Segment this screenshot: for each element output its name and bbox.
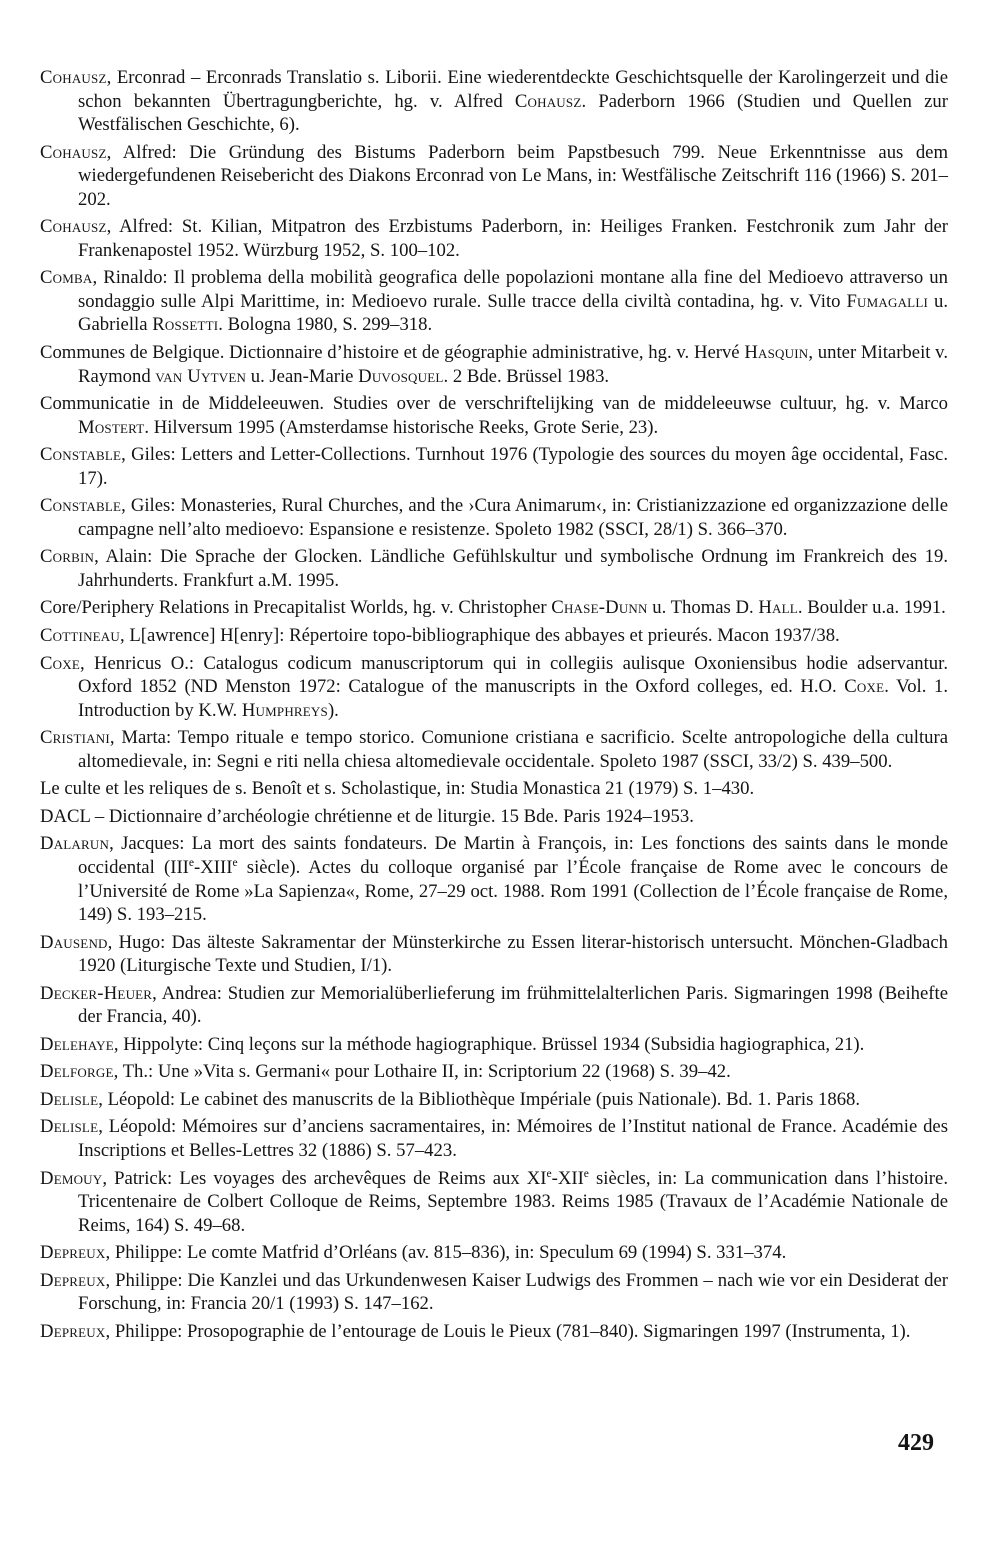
entry-text: , Andrea: Studien zur Memorialüberlieferung im frühmittelalterlichen Paris. Sigmaringen 1998 (Beihefte der Francia, 40). [78,982,948,1028]
entry-text: , Marta: Tempo rituale e tempo storico. Comunione cristiana e sacrificio. Scelte antropologiche della cultura altomedievale, in: Segni e riti nella chiesa altomedievale occidentale. Spoleto 1987 (SSCI, 33/2) S. 439–500. [78,727,948,772]
entry-text: , Philippe: Die Kanzlei und das Urkundenwesen Kaiser Ludwigs des Frommen – nach wie vor ein Desiderat der Forschung, in: Francia 20/1 (1993) S. 147–162. [78,1269,948,1315]
author-name: Coxe [40,652,80,674]
entry-text: . Vol. 1. Introduction by K.W. [78,676,948,721]
entry-text: u. Gabriella [78,290,948,336]
author-name: Hall [758,597,798,619]
author-name: Delehaye [40,1033,114,1055]
bibliography-entry [40,726,948,773]
author-name: Fumagalli [846,290,928,312]
bibliography-entry [40,805,948,829]
entry-text: , Léopold: Mémoires sur d’anciens sacramentaires, in: Mémoires de l’Institut national de France. Académie des Inscriptions et Belles-Lettres 32 (1886) S. 57–423. [78,1116,948,1161]
bibliography-entry [40,1269,948,1316]
author-name: Chase-Dunn [551,597,648,619]
entry-text: , Léopold: Le cabinet des manuscrits de la Bibliothèque Impériale (puis Nationale). Bd. 1. Paris 1868. [98,1088,861,1110]
superscript: e [232,855,238,869]
superscript: e [546,1166,552,1180]
entry-text: -XII [551,1167,584,1189]
bibliography-entry [40,266,948,337]
author-name: Cottineau [40,625,120,647]
entry-text: , Hugo: Das älteste Sakramentar der Münsterkirche zu Essen literar-historisch untersucht. Mönchen-Gladbach 1920 (Liturgische Texte und Studien, I/1). [78,931,948,977]
author-name: Duvosquel [358,365,444,387]
entry-text: , Giles: Monasteries, Rural Churches, and the ›Cura Animarum‹, in: Cristianizzazione ed organizzazione delle campagne nell’alto medioevo: Espansione e resistenze. Spoleto 1982 (SSCI, 28/1) S. 366–370. [78,495,948,540]
bibliography-entry [40,494,948,541]
entry-text: , Giles: Letters and Letter-Collections. Turnhout 1976 (Typologie des sources du moyen âge occidental, Fasc. 17). [78,444,948,489]
bibliography-entry [40,1060,948,1084]
entry-text: . Paderborn 1966 (Studien und Quellen zur Westfälischen Geschichte, 6). [78,90,948,136]
bibliography-entry [40,1088,948,1112]
bibliography-entry [40,624,948,648]
entry-text: , Alfred: Die Gründung des Bistums Paderborn beim Papstbesuch 799. Neue Erkenntnisse aus dem wiedergefundenen Reisebericht des Diakons Erconrad von Le Mans, in: Westfälische Zeitschrift 116 (1966) S. 201–202. [78,141,948,210]
author-name: Corbin [40,546,95,568]
author-name: Cristiani [40,727,110,749]
author-name: Depreux [40,1320,106,1342]
entry-text: DACL – Dictionnaire d’archéologie chrétienne et de liturgie. 15 Bde. Paris 1924–1953. [40,805,694,827]
author-name: Delforge [40,1061,114,1083]
author-name: Cohausz [514,90,582,112]
author-name: Comba [40,267,93,289]
entry-text: , Erconrad – Erconrads Translatio s. Liborii. Eine wiederentdeckte Geschichtsquelle der Karolingerzeit und die schon bekannten Übertragungberichte, hg. v. Alfred [78,67,948,112]
entry-text: siècles, in: La communication dans l’histoire. Tricentenaire de Colbert Colloque de Reims, Septembre 1983. Reims 1985 (Travaux de l’Académie Nationale de Reims, 164) S. 49–68. [78,1167,948,1236]
author-name: Cohausz [40,141,107,163]
entry-text: , Jacques: La mort des saints fondateurs. De Martin à François, in: Les fonctions des saints dans le monde occidental (III [78,833,948,878]
entry-text: , L[awrence] H[enry]: Répertoire topo-bibliographique des abbayes et prieurés. Macon 1937/38. [119,625,840,647]
entry-text: siècle). Actes du colloque organisé par l’École française de Rome avec le concours de l’Université de Rome »La Sapienza«, Rome, 27–29 oct. 1988. Rom 1991 (Collection de l’École française de Rome, 149) S. 193–215. [78,856,948,926]
entry-text: u. Thomas D. [647,597,759,619]
entry-text: Communicatie in de Middeleeuwen. Studies over de verschriftelijking van de middeleeuwse cultuur, hg. v. Marco [40,393,948,415]
author-name: Cohausz [40,67,107,88]
superscript: e [583,1166,589,1180]
entry-text: , Patrick: Les voyages des archevêques de Reims aux XI [102,1167,547,1189]
entry-text: ). [327,699,339,721]
bibliography-entry [40,1115,948,1162]
entry-text: , unter Mitarbeit v. Raymond [78,342,948,387]
author-name: Coxe [844,676,885,698]
bibliography-entry [40,596,948,620]
bibliography-entry [40,1167,948,1238]
author-name: Delisle [40,1088,99,1110]
bibliography-entry [40,982,948,1029]
entry-text: u. Jean-Marie [246,365,359,387]
author-name: van Uytven [155,365,247,387]
author-name: Dausend [40,931,108,953]
author-name: Mostert [78,416,145,438]
bibliography-entry [40,1241,948,1265]
entry-text: , Henricus O.: Catalogus codicum manuscriptorum qui in collegiis aulisque Oxoniensibus hodie adservantur. Oxford 1852 (ND Menston 1972: Catalogue of the manuscripts in the Oxford colleges, ed. H.O. [78,652,948,698]
author-name: Rossetti [152,314,219,336]
entry-text: Communes de Belgique. Dictionnaire d’histoire et de géographie administrative, hg. v. Hervé [40,342,745,364]
author-name: Depreux [40,1269,106,1291]
entry-text: . Hilversum 1995 (Amsterdamse historische Reeks, Grote Serie, 23). [144,416,659,438]
bibliography-entry [40,777,948,801]
page-number: 429 [898,1430,934,1456]
entry-text: , Alfred: St. Kilian, Mitpatron des Erzbistums Paderborn, in: Heiliges Franken. Festchronik zum Jahr der Frankenapostel 1952. Würzburg 1952, S. 100–102. [78,216,948,261]
entry-text: , Alain: Die Sprache der Glocken. Ländliche Gefühlskultur und symbolische Ordnung im Frankreich des 19. Jahrhunderts. Frankfurt a.M. 1995. [78,546,948,591]
entry-text: , Hippolyte: Cinq leçons sur la méthode hagiographique. Brüssel 1934 (Subsidia hagiographica, 21). [113,1033,865,1055]
bibliography-entry [40,545,948,592]
bibliography-entry [40,215,948,262]
entry-text: -XIII [194,856,233,878]
bibliography-entry [40,66,948,137]
entry-text: , Th.: Une »Vita s. Germani« pour Lothaire II, in: Scriptorium 22 (1968) S. 39–42. [113,1061,731,1083]
entry-text: Core/Periphery Relations in Precapitalist Worlds, hg. v. Christopher [40,597,552,619]
entry-text: . 2 Bde. Brüssel 1983. [443,365,610,387]
superscript: e [188,855,195,869]
bibliography-entry [40,341,948,388]
entry-text: , Philippe: Prosopographie de l’entourage de Louis le Pieux (781–840). Sigmaringen 1997 (Instrumenta, 1). [105,1320,911,1342]
author-name: Decker-Heuer [40,982,153,1004]
bibliography-entry [40,1033,948,1057]
author-name: Depreux [40,1242,106,1264]
bibliography-entry [40,652,948,723]
author-name: Constable [40,444,122,466]
bibliography-entry [40,392,948,439]
author-name: Dalarun [40,833,110,855]
author-name: Delisle [40,1116,99,1138]
bibliography-entry [40,141,948,212]
author-name: Cohausz [40,216,107,238]
author-name: Constable [40,495,122,517]
entry-text: , Philippe: Le comte Matfrid d’Orléans (av. 815–836), in: Speculum 69 (1994) S. 331–374. [105,1242,787,1264]
author-name: Demouy [40,1167,103,1189]
bibliography-entry [40,443,948,490]
bibliography-list [40,66,948,1343]
entry-text: . Boulder u.a. 1991. [797,597,946,619]
author-name: Humphreys [241,699,328,721]
entry-text: . Bologna 1980, S. 299–318. [218,314,433,336]
entry-text: , Rinaldo: Il problema della mobilità geografica delle popolazioni montane alla fine del Medioevo attraverso un sondaggio sulle Alpi Marittime, in: Medioevo rurale. Sulle tracce della civiltà contadina, hg. v. Vito [78,267,948,312]
bibliography-entry [40,931,948,978]
bibliography-entry [40,1320,948,1344]
entry-text: Le culte et les reliques de s. Benoît et s. Scholastique, in: Studia Monastica 21 (1979) S. 1–430. [40,778,755,800]
bibliography-entry [40,832,948,926]
author-name: Hasquin [744,342,809,364]
